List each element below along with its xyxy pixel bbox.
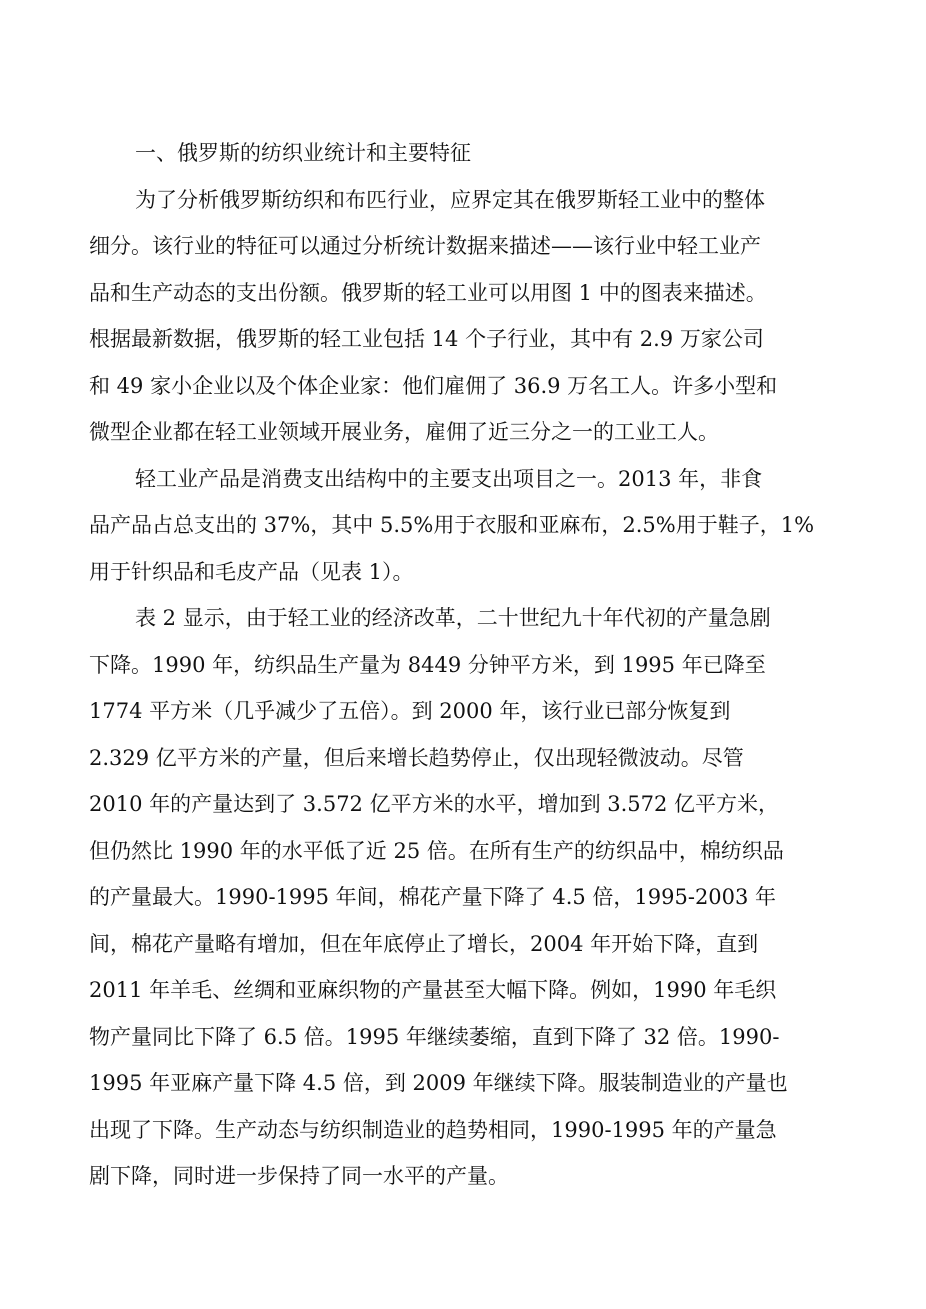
paragraph-line: 2010 年的产量达到了 3.572 亿平方米的水平，增加到 3.572 亿平方米，: [89, 792, 780, 816]
paragraph-line: 2.329 亿平方米的产量，但后来增长趋势停止，仅出现轻微波动。尽管: [89, 745, 744, 770]
paragraph-line: 为了分析俄罗斯纺织和布匹行业，应界定其在俄罗斯轻工业中的整体: [135, 187, 765, 212]
paragraph-line: 根据最新数据，俄罗斯的轻工业包括 14 个子行业，其中有 2.9 万家公司: [89, 327, 764, 351]
paragraph-line: 表 2 显示，由于轻工业的经济改革，二十世纪九十年代初的产量急剧: [135, 606, 771, 630]
paragraph-line: 1995 年亚麻产量下降 4.5 倍，到 2009 年继续下降。服装制造业的产量也: [89, 1071, 788, 1095]
paragraph-line: 1774 平方米（几乎减少了五倍）。到 2000 年，该行业已部分恢复到: [89, 699, 731, 723]
paragraph-3: [89, 595, 849, 1200]
paragraph-line: 剧下降，同时进一步保持了同一水平的产量。: [89, 1164, 509, 1188]
paragraph-line: 用于针织品和毛皮产品（见表 1）。: [89, 559, 414, 584]
paragraph-line: 的产量最大。1990-1995 年间，棉花产量下降了 4.5 倍，1995-2003 年: [89, 885, 777, 909]
paragraph-line: 轻工业产品是消费支出结构中的主要支出项目之一。2013 年，非食: [135, 466, 763, 491]
paragraph-line: 品产品占总支出的 37%，其中 5.5%用于衣服和亚麻布，2.5%用于鞋子，1%: [89, 513, 815, 537]
paragraph-line: 物产量同比下降了 6.5 倍。1995 年继续萎缩，直到下降了 32 倍。1990-: [89, 1024, 780, 1049]
paragraph-line: 品和生产动态的支出份额。俄罗斯的轻工业可以用图 1 中的图表来描述。: [89, 280, 767, 305]
paragraph-line: 微型企业都在轻工业领域开展业务，雇佣了近三分之一的工业工人。: [89, 420, 719, 444]
paragraph-line: 下降。1990 年，纺织品生产量为 8449 分钟平方米，到 1995 年已降至: [89, 652, 766, 677]
paragraph-line: 出现了下降。生产动态与纺织制造业的趋势相同，1990-1995 年的产量急: [89, 1117, 777, 1142]
section-heading: 一、俄罗斯的纺织业统计和主要特征: [135, 141, 471, 165]
paragraph-line: 间，棉花产量略有增加，但在年底停止了增长，2004 年开始下降，直到: [89, 931, 759, 956]
paragraph-2: [89, 456, 849, 596]
paragraph-line: 细分。该行业的特征可以通过分析统计数据来描述——该行业中轻工业产: [89, 234, 761, 258]
paragraph-line: 2011 年羊毛、丝绸和亚麻织物的产量甚至大幅下降。例如，1990 年毛织: [89, 978, 777, 1002]
paragraph-line: 和 49 家小企业以及个体企业家：他们雇佣了 36.9 万名工人。许多小型和: [89, 373, 778, 398]
paragraph-line: 但仍然比 1990 年的水平低了近 25 倍。在所有生产的纺织品中，棉纺织品: [89, 838, 784, 863]
paragraph-1: [89, 177, 849, 456]
document-body: [89, 130, 849, 1200]
